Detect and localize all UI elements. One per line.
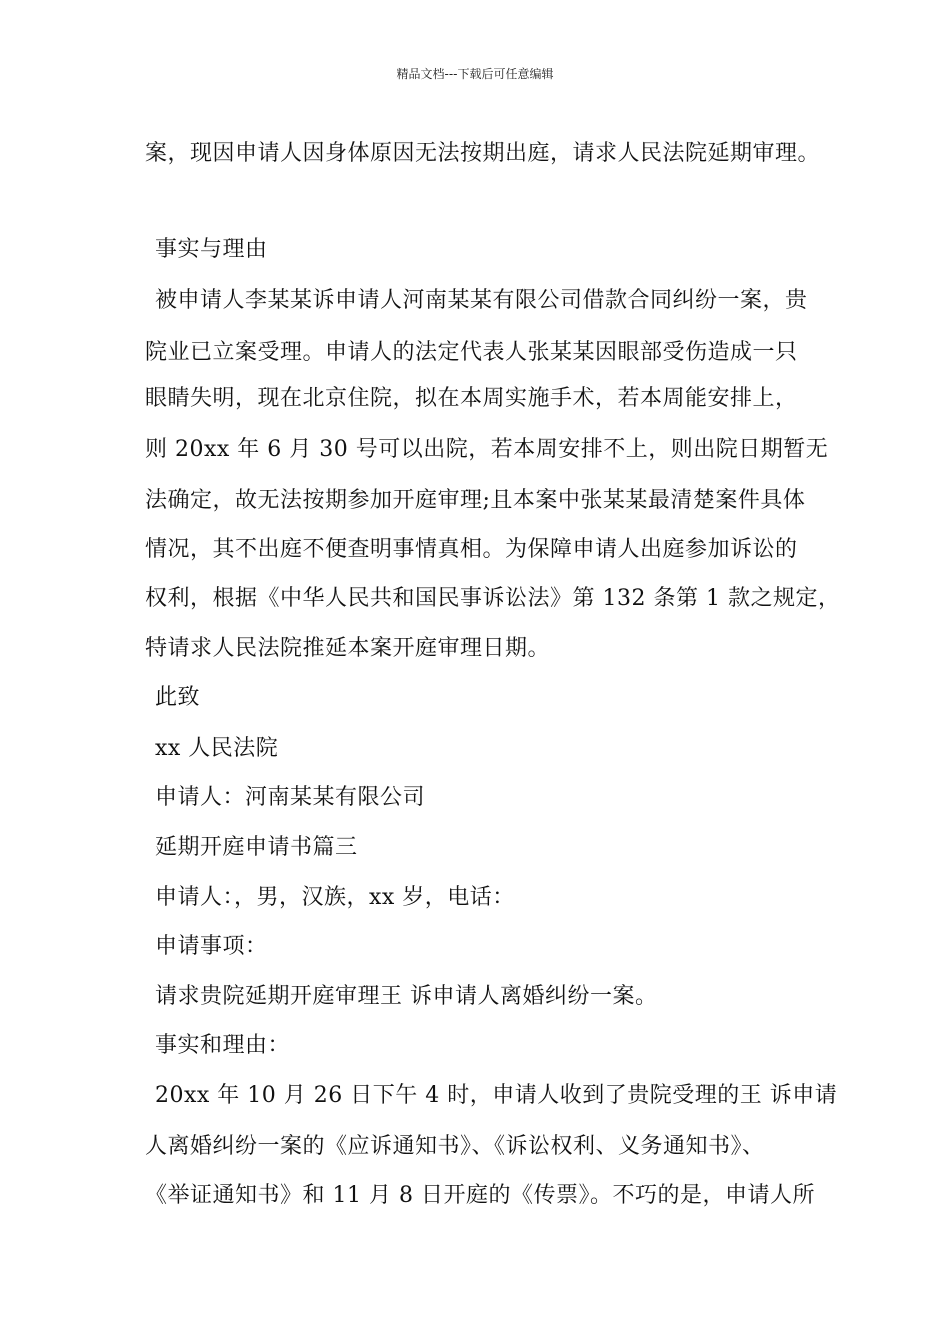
text-line: 人离婚纠纷一案的《应诉通知书》、《诉讼权利、义务通知书》、 [145, 1134, 765, 1159]
text-line: 《举证通知书》和 11 月 8 日开庭的《传票》。不巧的是，申请人所 [145, 1183, 815, 1208]
applicant-info: 申请人：，男，汉族，xx 岁，电话： [155, 885, 515, 910]
salutation: 此致 [155, 685, 201, 710]
text-line: 20xx 年 10 月 26 日下午 4 时，申请人收到了贵院受理的王 诉申请 [155, 1083, 838, 1108]
text-line: 请求贵院延期开庭审理王 诉申请人离婚纠纷一案。 [155, 984, 658, 1009]
recipient-court: xx 人民法院 [155, 736, 279, 761]
text-line: 法确定，故无法按期参加开庭审理;且本案中张某某最清楚案件具体 [145, 488, 806, 513]
text-line: 眼睛失明，现在北京住院，拟在本周实施手术，若本周能安排上， [145, 386, 798, 411]
text-line: 权利，根据《中华人民共和国民事诉讼法》第 132 条第 1 款之规定， [145, 586, 841, 611]
page-header: 精品文档---下载后可任意编辑 [396, 67, 554, 81]
applicant-line: 申请人：河南某某有限公司 [155, 785, 426, 810]
document-title: 延期开庭申请书篇三 [155, 835, 358, 860]
text-line: 被申请人李某某诉申请人河南某某有限公司借款合同纠纷一案，贵 [155, 288, 808, 313]
text-line: 情况，其不出庭不便查明事情真相。为保障申请人出庭参加诉讼的 [145, 537, 798, 562]
section-heading: 事实和理由： [155, 1033, 291, 1058]
text-line: 案，现因申请人因身体原因无法按期出庭，请求人民法院延期审理。 [145, 141, 821, 166]
section-heading: 事实与理由 [155, 237, 268, 262]
text-line: 则 20xx 年 6 月 30 号可以出院，若本周安排不上，则出院日期暂无 [145, 437, 829, 462]
text-line: 院业已立案受理。申请人的法定代表人张某某因眼部受伤造成一只 [145, 340, 798, 365]
section-heading: 申请事项： [155, 934, 268, 959]
text-line: 特请求人民法院推延本案开庭审理日期。 [145, 636, 551, 661]
